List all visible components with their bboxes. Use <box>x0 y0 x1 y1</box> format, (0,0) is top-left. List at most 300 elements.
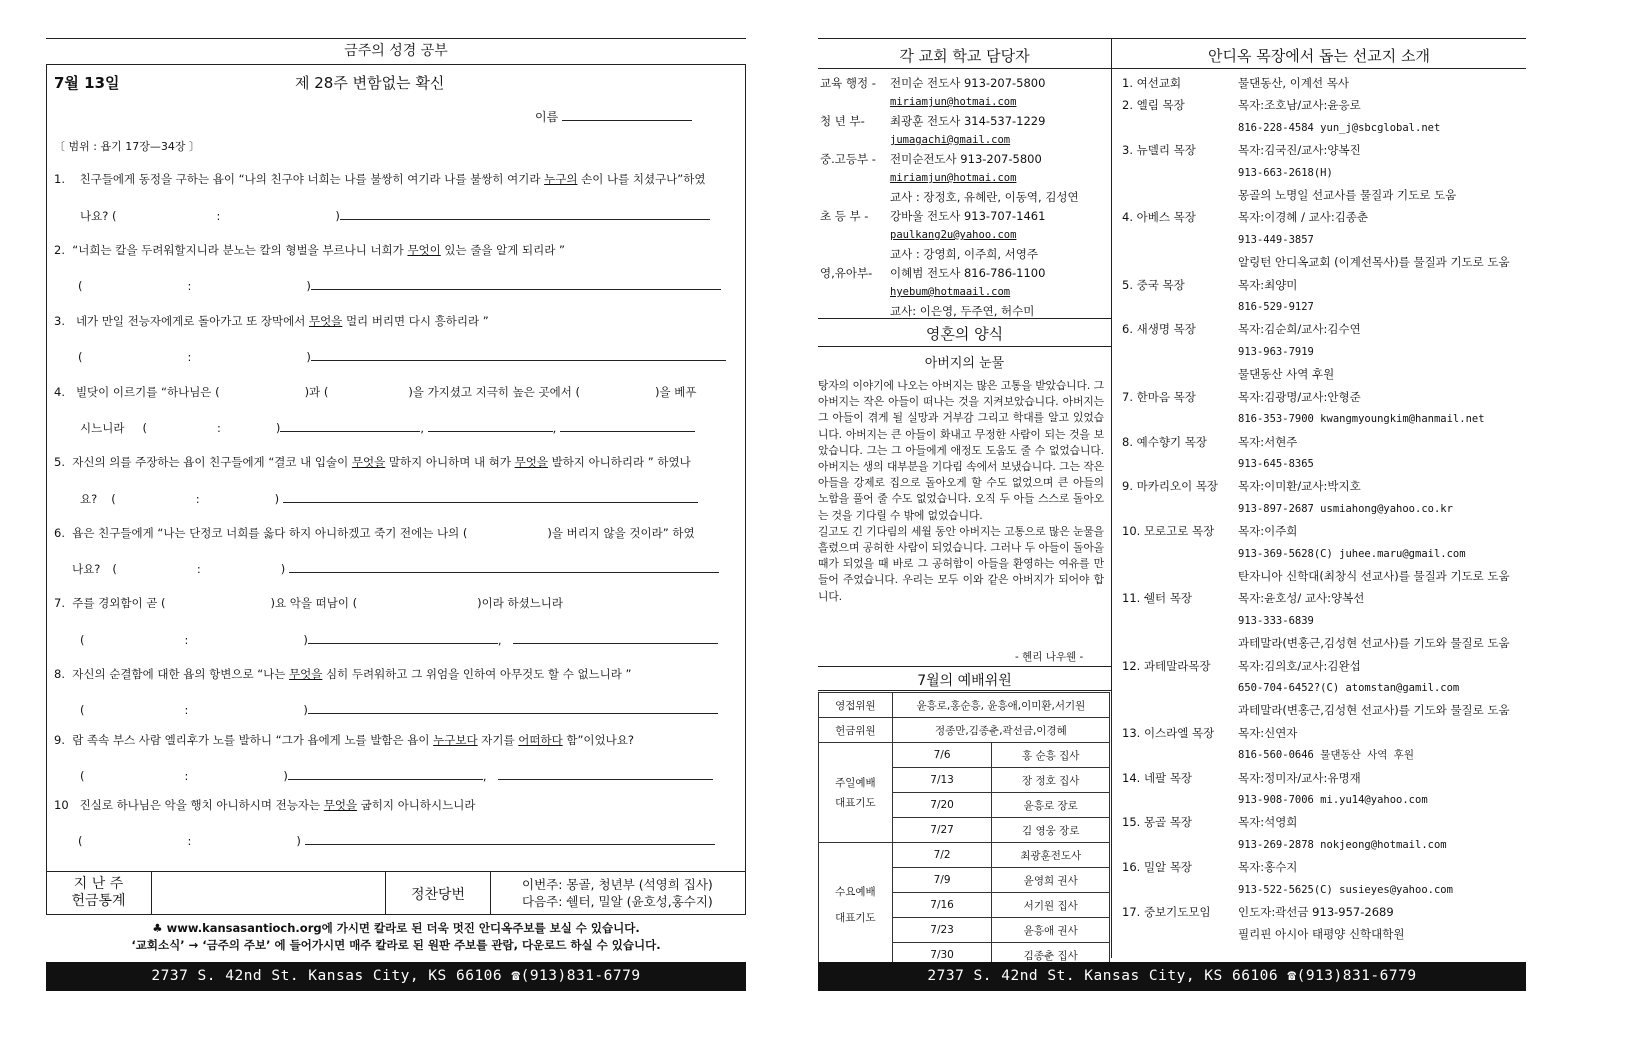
paren: ( <box>80 633 85 647</box>
mission-group-name <box>1122 363 1238 385</box>
paren: ( <box>111 492 116 506</box>
underlined-word: 무엇을 <box>323 798 358 812</box>
paren: ) <box>283 769 288 783</box>
question-text: 굽히지 아니하시느니라 <box>357 798 476 812</box>
bible-study-section-title: 금주의 성경 공부 <box>344 43 448 59</box>
question-text: )을 베푸 <box>654 385 697 399</box>
label-line: 대표기도 <box>835 796 876 809</box>
department-label <box>820 188 890 207</box>
school-staff-title: 각 교회 학교 담당자 <box>899 47 1030 65</box>
mission-detail: 913-897-2687 usmiahong@yahoo.co.kr <box>1238 502 1453 515</box>
answer-line-2 <box>78 277 721 293</box>
mission-detail: 목자:최양미 <box>1238 277 1298 292</box>
mission-group-name: 9. 마카리오이 목장 <box>1122 479 1219 494</box>
answer-blank <box>280 419 420 432</box>
mission-row <box>1122 94 1526 116</box>
underlined-word: 무엇이 <box>407 243 441 257</box>
question-8 <box>54 666 632 682</box>
question-text: )이라 하셨느니라 <box>477 596 564 610</box>
mission-row <box>1122 811 1526 833</box>
department-label <box>820 93 890 112</box>
essay-paragraph: 탕자의 이야기에 나오는 아버지는 많은 고통을 받았습니다. 그 아버지는 작은 아들이 떠나는 것을 지켜보았습니다. 아버지는 그 아들이 겪게 될 실망과 거부감 그리고 학대를 알고 있었습니다. 아버지는 큰 아들이 화내고 무정한 사람이 되는 것을 보았습니다. 그는 그 아들에게 애정도 도움도 줄 수 없었습니다. 아버지는 생의 대부분을 기다림 속에서 보냈습니다. 그는 작은 아들을 강제로 집으로 돌아오게 할 수도 없었으며 큰 아들의 노함을 풀어 줄 수도 없었습니다. 오직 두 아들 스스로 돌아오는 것을 기다릴 수 밖에 없었습니다. <box>818 379 1104 522</box>
mission-group-name: 12. 과테말라목장 <box>1122 658 1211 673</box>
prayer-date: 7/2 <box>892 843 992 868</box>
underlined-word: 누구의 <box>544 172 578 186</box>
mission-group-name: 14. 네팔 목장 <box>1122 770 1193 785</box>
mission-group-name: 16. 밀알 목장 <box>1122 860 1193 875</box>
mission-group-name <box>1122 229 1238 251</box>
mission-detail: 913-645-8365 <box>1238 457 1314 470</box>
answer-blank <box>283 490 698 503</box>
mission-detail: 탄자니아 신학대(최창식 선교사)를 물질과 기도로 도움 <box>1238 568 1510 583</box>
staff-row <box>820 188 1110 207</box>
paren: ( <box>142 421 147 435</box>
answer-line-7 <box>80 631 718 647</box>
mission-group-name <box>1122 744 1238 766</box>
paren: ) <box>296 834 301 848</box>
duty-schedule <box>522 876 713 910</box>
prayer-date: 7/16 <box>892 893 992 918</box>
mission-row <box>1122 386 1526 408</box>
mission-group-name <box>1122 677 1238 699</box>
question-text: 욥은 친구들에게 “나는 단정코 너희를 옳다 하지 아니하겠고 죽기 전에는 나의 ( <box>72 526 468 540</box>
mission-group-name: 11. 쉘터 목장 <box>1122 591 1193 606</box>
mission-detail: 목자:이미환/교사:박지호 <box>1238 479 1361 494</box>
question-text: 발하지 아니하리라 ” 하였나 <box>547 455 691 469</box>
colon: : <box>196 562 201 576</box>
paren: ( <box>78 279 83 293</box>
mission-group-name <box>1122 834 1238 856</box>
staff-info: 전미순전도사 913-207-5800 <box>890 152 1042 166</box>
colon: : <box>216 421 221 435</box>
mission-detail: 물댄동산, 이계선 목사 <box>1238 76 1349 90</box>
answer-line-5 <box>80 490 698 507</box>
mission-detail: 913-449-3857 <box>1238 233 1314 246</box>
question-text: 시느니라 <box>80 421 125 435</box>
mission-row <box>1122 789 1526 811</box>
mission-row <box>1122 677 1526 699</box>
mission-row <box>1122 543 1526 565</box>
greeters-names: 윤흥로,홍순흥, 윤흥애,이미환,서기원 <box>892 693 1109 718</box>
question-number: 9. <box>54 733 65 747</box>
lesson-title: 제 28주 변함없는 확신 <box>295 74 445 92</box>
prayer-date: 7/13 <box>892 768 992 793</box>
mission-row <box>1122 610 1526 632</box>
paren: ) <box>280 562 286 576</box>
staff-row <box>820 245 1110 264</box>
mission-row <box>1122 587 1526 609</box>
mission-detail: 몽골의 노명일 선교사를 물질과 기도로 도움 <box>1238 188 1457 203</box>
mission-detail: 물댄동산 사역 후원 <box>1238 367 1335 382</box>
question-text: 진실로 하나님은 악을 행치 아니하시며 전능자는 <box>79 798 324 812</box>
prayer-date: 7/30 <box>892 943 992 968</box>
answer-blank <box>513 631 718 644</box>
question-text: 나요? ( <box>80 209 117 223</box>
question-5 <box>54 454 691 470</box>
mission-row <box>1122 475 1526 497</box>
mission-detail: 목자:신연자 <box>1238 725 1298 740</box>
staff-row <box>820 74 1110 93</box>
column-divider <box>1111 38 1112 958</box>
essay-paragraph: 길고도 긴 기다림의 세월 동안 아버지는 고통으로 많은 눈물을 흘렸으며 공허한 사람이 되었습니다. 그러나 두 아들이 돌아올 때가 되었을 때 바로 그 공허함이 아들을 환영하는 여유를 만들어 주었습니다. 우리는 모두 이와 같은 아버지가 되어야 합니다. <box>818 524 1104 603</box>
mission-detail: 목자:김순희/교사:김수연 <box>1238 322 1361 337</box>
mission-detail: 913-963-7919 <box>1238 345 1314 358</box>
mission-group-name: 4. 아베스 목장 <box>1122 210 1196 225</box>
mission-row <box>1122 408 1526 430</box>
underlined-word: 어떠하다 <box>518 733 563 747</box>
answer-line-6 <box>72 560 719 577</box>
staff-info: 전미순 전도사 913-207-5800 <box>890 76 1046 90</box>
underlined-word: 무엇을 <box>308 314 343 328</box>
essay-author: - 헨리 나우웬 - <box>1015 651 1084 663</box>
underlined-word: 무엇을 <box>289 667 323 681</box>
mission-row <box>1122 162 1526 184</box>
mission-row <box>1122 341 1526 363</box>
mission-row <box>1122 206 1526 228</box>
staff-info: 최광훈 전도사 314-537-1229 <box>890 114 1046 128</box>
comma: , <box>482 769 487 783</box>
staff-email: jumagachi@gmail.com <box>890 134 1011 146</box>
answer-blank <box>311 277 721 290</box>
mission-intro-title: 안디옥 목장에서 돕는 선교지 소개 <box>1208 47 1430 65</box>
answer-blank <box>289 560 719 573</box>
department-label <box>820 245 890 264</box>
colon: : <box>195 492 200 506</box>
question-text: 말하지 아니하며 내 혀가 <box>385 455 515 469</box>
mission-row <box>1122 296 1526 318</box>
answer-blank <box>308 701 718 714</box>
mission-row <box>1122 72 1526 94</box>
mission-detail: 목자:이주희 <box>1238 524 1298 539</box>
label-line: 대표기도 <box>835 912 876 924</box>
department-label: 중.고등부 - <box>820 152 876 166</box>
mission-group-name: 2. 엘림 목장 <box>1122 98 1185 113</box>
staff-row <box>820 207 1110 226</box>
staff-row <box>820 93 1110 112</box>
mission-group-name: 10. 모로고로 목장 <box>1122 524 1215 539</box>
mission-group-name <box>1122 610 1238 632</box>
mission-group-name: 3. 뉴델리 목장 <box>1122 143 1196 158</box>
offering-committee-label: 헌금위원 <box>819 718 893 743</box>
mission-group-name <box>1122 408 1238 430</box>
question-number: 2. <box>54 243 65 257</box>
mission-group-name <box>1122 162 1238 184</box>
prayer-leader: 윤흥애 권사 <box>992 918 1110 943</box>
offering-committee-names: 정종만,김종춘,곽선금,이경혜 <box>892 718 1109 743</box>
mission-row <box>1122 834 1526 856</box>
prayer-leader: 홍 순흥 집사 <box>992 743 1110 768</box>
staff-row <box>820 150 1110 169</box>
question-text: )요 악을 떠남이 ( <box>270 596 358 610</box>
question-text: 빌닷이 이르기를 “하나님은 ( <box>75 385 220 399</box>
mission-detail: 목자:서현주 <box>1238 434 1298 449</box>
question-1 <box>54 171 705 187</box>
mission-row <box>1122 274 1526 296</box>
department-label <box>820 226 890 245</box>
staff-row <box>820 283 1110 302</box>
mission-group-name <box>1122 543 1238 565</box>
comma: , <box>420 421 424 435</box>
question-number: 7. <box>54 596 65 610</box>
prayer-leader: 장 정호 집사 <box>992 768 1110 793</box>
question-text: 친구들에게 동정을 구하는 욥이 “나의 친구야 너희는 나를 불쌍히 여기라 나를 불쌍히 여기라 <box>79 172 545 186</box>
question-text: 주를 경외함이 곧 ( <box>72 596 166 610</box>
question-text: )을 버리지 않을 것이라” 하였 <box>547 526 695 540</box>
mission-group-name: 5. 중국 목장 <box>1122 277 1185 292</box>
mission-detail: 목자:홍수지 <box>1238 860 1298 875</box>
prayer-leader: 서기원 집사 <box>992 893 1110 918</box>
mission-detail: 인도자:곽선금 913-957-2689 <box>1238 905 1394 920</box>
prayer-date: 7/27 <box>892 818 992 843</box>
question-7 <box>54 595 563 611</box>
question-number: 1. <box>54 172 65 186</box>
mission-detail: 913-908-7006 mi.yu14@yahoo.com <box>1238 794 1428 806</box>
paren: ) <box>306 350 311 364</box>
mission-group-name <box>1122 296 1238 318</box>
question-4 <box>54 384 696 400</box>
answer-line-3 <box>78 348 726 364</box>
divider <box>818 666 1111 667</box>
notice-bulletin: ‘교회소식’ → ‘금주의 주보’ 에 들어가시면 매주 칼라로 된 원판 주보를 관람, 다운로드 하실 수 있습니다. <box>131 938 661 952</box>
comma: , <box>552 421 557 435</box>
notice-website: ♣ www.kansasantioch.org에 가시면 칼라로 된 더욱 멋진 안디옥주보를 보실 수 있습니다. <box>152 921 640 935</box>
underlined-word: 무엇을 <box>514 455 548 469</box>
mission-group-name <box>1122 789 1238 811</box>
answer-blank <box>340 207 710 220</box>
mission-row <box>1122 498 1526 520</box>
mission-group-name: 17. 중보기도모임 <box>1122 905 1211 920</box>
name-blank <box>562 108 692 121</box>
answer-blank <box>311 348 726 361</box>
mission-row <box>1122 901 1526 923</box>
department-label: 초 등 부 - <box>820 209 869 223</box>
question-number: 3. <box>54 314 65 328</box>
answer-blank <box>288 767 483 780</box>
answer-blank <box>428 419 553 432</box>
department-label: 청 년 부- <box>820 114 865 128</box>
paren: ) <box>303 703 308 717</box>
mission-group-name: 7. 한마음 목장 <box>1122 389 1196 404</box>
staff-info: 교사 : 강영희, 이주희, 서영주 <box>890 247 1039 261</box>
mission-detail: 816-560-0646 물댄동산 사역 후원 <box>1238 749 1414 762</box>
divider <box>151 872 152 914</box>
question-text: 자기를 <box>477 733 519 747</box>
mission-row <box>1122 117 1526 139</box>
paren: ) <box>275 421 281 435</box>
mission-row <box>1122 431 1526 453</box>
mission-detail: 목자:정미자/교사:유명재 <box>1238 770 1361 785</box>
mission-row <box>1122 318 1526 340</box>
next-week-duty: 다음주: 쉘터, 밀알 (윤호성,홍수지) <box>522 894 713 909</box>
question-number: 5. <box>54 455 65 469</box>
question-number: 6. <box>54 526 65 540</box>
header-rule <box>818 68 1526 69</box>
staff-info: 이혜범 전도사 816-786-1100 <box>890 266 1046 280</box>
mission-group-name: 13. 이스라엘 목장 <box>1122 725 1215 740</box>
mission-row <box>1122 879 1526 901</box>
mission-detail: 816-529-9127 <box>1238 301 1314 314</box>
mission-group-name <box>1122 699 1238 721</box>
colon: : <box>184 633 189 647</box>
mission-row <box>1122 520 1526 542</box>
colon: : <box>184 703 189 717</box>
mission-detail: 목자:이경혜 / 교사:김종춘 <box>1238 210 1369 225</box>
divider <box>818 318 1111 319</box>
mission-detail: 816-228-4584 yun_j@sbcglobal.net <box>1238 121 1441 134</box>
essay-body <box>818 378 1104 605</box>
lesson-date: 7월 13일 <box>54 74 120 92</box>
department-label <box>820 169 890 188</box>
answer-line-1 <box>80 207 710 224</box>
mission-group-name <box>1122 117 1238 139</box>
prayer-leader: 김 영웅 장로 <box>992 818 1110 843</box>
question-text: 자신의 의를 주장하는 욥이 친구들에게 “결코 내 입술이 <box>72 455 352 469</box>
prayer-date: 7/9 <box>892 868 992 893</box>
question-text: 요? <box>80 492 98 506</box>
question-10 <box>54 797 475 813</box>
question-text: “너희는 칼을 두려워할지니라 분노는 칼의 형벌을 부르나니 너희가 <box>72 243 408 257</box>
answer-blank <box>308 631 498 644</box>
question-2 <box>54 242 565 258</box>
top-rule-left <box>46 38 746 39</box>
mission-row <box>1122 565 1526 587</box>
mission-row <box>1122 767 1526 789</box>
mission-group-name: 15. 몽골 목장 <box>1122 815 1193 830</box>
mission-group-name <box>1122 632 1238 654</box>
mission-row <box>1122 251 1526 273</box>
prayer-date: 7/6 <box>892 743 992 768</box>
staff-row <box>820 169 1110 188</box>
question-text: )과 ( <box>304 385 329 399</box>
mission-detail: 650-704-6452?(C) atomstan@gamil.com <box>1238 681 1460 694</box>
staff-email: miriamjun@hotmai.com <box>890 96 1017 108</box>
wednesday-prayer-label <box>819 843 893 968</box>
staff-row <box>820 112 1110 131</box>
paren: ( <box>80 769 85 783</box>
department-label <box>820 131 890 150</box>
answer-line-8 <box>80 701 718 717</box>
prayer-leader: 윤흥로 장로 <box>992 793 1110 818</box>
label-line: 수요예배 <box>835 886 876 898</box>
mission-row <box>1122 632 1526 654</box>
question-3 <box>54 313 489 329</box>
mission-detail: 과테말라(변홍근,김성현 선교사)를 기도와 물질로 도움 <box>1238 636 1510 651</box>
staff-email: miriamjun@hotmai.com <box>890 172 1017 184</box>
paren: ( <box>78 350 83 364</box>
paren: ) <box>306 279 311 293</box>
staff-row <box>820 131 1110 150</box>
mission-detail: 과테말라(변홍근,김성현 선교사)를 기도와 물질로 도움 <box>1238 703 1510 718</box>
mission-group-name <box>1122 251 1238 273</box>
question-6 <box>54 525 695 541</box>
mission-group-name: 6. 새생명 목장 <box>1122 322 1196 337</box>
colon: : <box>216 209 221 223</box>
mission-group-name: 8. 예수향기 목장 <box>1122 434 1207 449</box>
department-label <box>820 283 890 302</box>
answer-line-10 <box>78 832 715 848</box>
school-staff-list <box>820 74 1110 321</box>
worship-committee-title: 7월의 예배위원 <box>917 673 1012 689</box>
mission-row <box>1122 722 1526 744</box>
mission-row <box>1122 184 1526 206</box>
mission-detail: 913-522-5625(C) susieyes@yahoo.com <box>1238 883 1453 896</box>
staff-row <box>820 226 1110 245</box>
answer-blank <box>560 419 695 432</box>
mission-detail: 913-269-2878 nokjeong@hotmail.com <box>1238 838 1447 851</box>
prayer-date: 7/23 <box>892 918 992 943</box>
mission-detail: 913-663-2618(H) <box>1238 166 1333 179</box>
mission-list <box>1122 72 1526 946</box>
mission-group-name <box>1122 498 1238 520</box>
question-number: 10 <box>54 798 69 812</box>
underlined-word: 무엇을 <box>351 455 386 469</box>
mission-group-name: 1. 여선교회 <box>1122 76 1182 90</box>
prayer-leader: 최광훈전도사 <box>992 843 1110 868</box>
offering-label-line: 헌금통계 <box>71 893 126 909</box>
mission-group-name <box>1122 565 1238 587</box>
mission-detail: 필리핀 아시아 태평양 신학대학원 <box>1238 927 1405 942</box>
question-text: 나요? <box>72 562 101 576</box>
mission-group-name <box>1122 879 1238 901</box>
question-text: 손이 나를 치셨구나”하였 <box>577 172 706 186</box>
mission-detail: 목자:윤호성/ 교사:양복선 <box>1238 591 1365 606</box>
spiritual-food-title: 영혼의 양식 <box>925 325 1004 343</box>
divider <box>490 872 491 914</box>
paren: ) <box>335 209 340 223</box>
prayer-leader: 윤영희 권사 <box>992 868 1110 893</box>
underlined-word: 누구보다 <box>433 733 478 747</box>
paren: ( <box>112 562 117 576</box>
question-number: 8. <box>54 667 65 681</box>
mission-row <box>1122 923 1526 945</box>
staff-row <box>820 264 1110 283</box>
mission-detail: 913-369-5628(C) juhee.maru@gmail.com <box>1238 547 1466 560</box>
greeters-label: 영접위원 <box>819 693 893 718</box>
paren: ) <box>303 633 308 647</box>
question-text: )을 가지셨고 지극히 높은 곳에서 ( <box>408 385 580 399</box>
address-bar-right: 2737 S. 42nd St. Kansas City, KS 66106 ☎(913)831-6779 <box>818 962 1526 991</box>
staff-email: paulkang2u@yahoo.com <box>890 229 1017 241</box>
mission-group-name <box>1122 184 1238 206</box>
offering-label-line: 지 난 주 <box>73 876 124 892</box>
offering-label <box>46 876 151 910</box>
staff-email: hyebum@hotmaail.com <box>890 286 1011 298</box>
address-bar-left: 2737 S. 42nd St. Kansas City, KS 66106 ☎(913)831-6779 <box>46 962 746 991</box>
mission-group-name <box>1122 453 1238 475</box>
question-text: 자신의 순결함에 대한 욥의 항변으로 “나는 <box>72 667 290 681</box>
this-week-duty: 이번주: 몽골, 청년부 (석영희 집사) <box>522 877 713 892</box>
answer-blank <box>498 767 713 780</box>
name-field <box>535 108 692 125</box>
paren: ( <box>78 834 83 848</box>
staff-info: 교사: 이은영, 두주연, 허수미 <box>890 304 1035 318</box>
divider <box>818 690 1111 691</box>
mission-group-name <box>1122 923 1238 945</box>
label-line: 주일예배 <box>835 776 876 789</box>
colon: : <box>187 350 192 364</box>
mission-row <box>1122 363 1526 385</box>
question-text: 람 족속 부스 사람 엘리후가 노를 발하니 “그가 욥에게 노를 발함은 욥이 <box>72 733 434 747</box>
choir-duty-label: 정찬당번 <box>410 887 466 903</box>
question-text: 심히 두려워하고 그 위엄을 인하여 아무것도 할 수 없느니라 ” <box>322 667 632 681</box>
divider <box>818 346 1111 347</box>
question-text: 멀리 버리면 다시 흥하리라 ” <box>342 314 489 328</box>
mission-row <box>1122 139 1526 161</box>
mission-detail: 816-353-7900 kwangmyoungkim@hanmail.net <box>1238 413 1485 426</box>
mission-row <box>1122 655 1526 677</box>
mission-group-name <box>1122 341 1238 363</box>
mission-detail: 913-333-6839 <box>1238 614 1314 627</box>
